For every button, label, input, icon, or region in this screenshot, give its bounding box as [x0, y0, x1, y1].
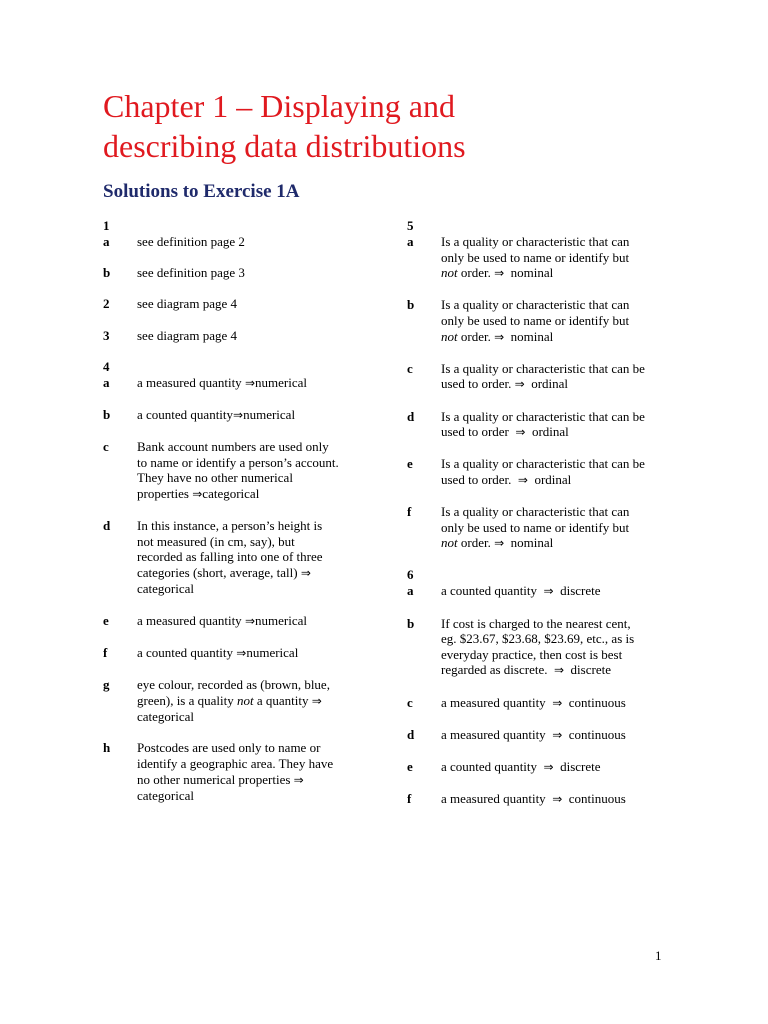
- answer-5e: [407, 456, 677, 488]
- answer-label: e: [407, 759, 413, 774]
- implies-arrow-icon: ⇒: [514, 377, 525, 392]
- answer-label: d: [407, 726, 415, 742]
- answer-label: c: [407, 694, 413, 710]
- answer-6b: [407, 616, 677, 679]
- implies-arrow-icon: ⇒: [494, 536, 505, 551]
- answer-label: h: [103, 740, 111, 756]
- answer-text: a measured quantity ⇒ continuous: [441, 694, 626, 710]
- answer-2: [103, 296, 363, 312]
- implies-arrow-icon: ⇒: [552, 727, 563, 742]
- answer-label: c: [103, 439, 109, 455]
- answer-text: Is a quality or characteristic that can be used to order. ⇒ ordinal: [441, 456, 645, 487]
- chapter-title: [103, 86, 703, 166]
- answer-label: e: [407, 456, 413, 472]
- answer-6f: [407, 791, 677, 808]
- answer-4c: [103, 439, 363, 502]
- answer-text: see diagram page 4: [137, 296, 237, 312]
- answer-text: a counted quantity ⇒numerical: [137, 644, 299, 660]
- chapter-title-line-1: Chapter 1 – Displaying and: [103, 88, 455, 124]
- answer-3: [103, 328, 363, 344]
- answer-text: Is a quality or characteristic that can only be used to name or identify but not order. ⇒ nominal: [441, 234, 630, 281]
- answer-text: a counted quantity ⇒ discrete: [441, 759, 601, 774]
- answer-text: a measured quantity ⇒ continuous: [441, 726, 626, 742]
- answer-5b: [407, 297, 677, 345]
- answer-4g: [103, 677, 363, 725]
- answer-label: f: [103, 644, 108, 660]
- answer-label: b: [407, 615, 415, 631]
- answer-text: see definition page 2: [137, 234, 245, 249]
- answer-label: d: [103, 518, 111, 534]
- section-subtitle: Solutions to Exercise 1A: [103, 181, 300, 202]
- answer-label: c: [407, 360, 413, 376]
- answer-1b: [103, 265, 363, 281]
- answer-5c: [407, 361, 677, 393]
- question-number-4: 4: [103, 358, 110, 374]
- answer-6a: [407, 583, 677, 600]
- answer-4b: [103, 407, 363, 424]
- answer-5a: [407, 234, 677, 282]
- question-number-6: 6: [407, 567, 414, 583]
- implies-arrow-icon: ⇒: [543, 760, 554, 774]
- answer-label: b: [103, 406, 111, 422]
- answer-text: Bank account numbers are used only to name or identify a person’s account. They have no other numerical properties ⇒categorical: [137, 439, 339, 501]
- answer-6e: [407, 759, 677, 776]
- answer-text: a counted quantity⇒numerical: [137, 406, 296, 422]
- implies-arrow-icon: ⇒: [293, 772, 304, 787]
- implies-arrow-icon: ⇒: [552, 792, 563, 807]
- answer-text: eye colour, recorded as (brown, blue, green), is a quality not a quantity ⇒ categorical: [137, 677, 330, 725]
- answer-label: f: [407, 791, 412, 807]
- question-number-5: 5: [407, 218, 414, 233]
- implies-arrow-icon: ⇒: [300, 565, 311, 580]
- answer-label: g: [103, 677, 110, 693]
- implies-arrow-icon: ⇒: [553, 663, 565, 678]
- implies-arrow-icon: ⇒: [236, 645, 247, 660]
- answer-4f: [103, 645, 363, 662]
- implies-arrow-icon: ⇒: [494, 266, 505, 281]
- answer-label: b: [407, 297, 415, 313]
- question-number-3: 3: [103, 327, 110, 343]
- answer-4h: [103, 740, 363, 803]
- answer-4d: [103, 518, 363, 597]
- answer-text: see diagram page 4: [137, 327, 237, 343]
- answer-text: a measured quantity ⇒numerical: [137, 374, 307, 390]
- answer-text: Is a quality or characteristic that can only be used to name or identify but not order. ⇒ nominal: [441, 297, 630, 344]
- answer-label: e: [103, 612, 109, 628]
- answer-1a: [103, 234, 363, 250]
- answer-5f: [407, 504, 677, 552]
- implies-arrow-icon: ⇒: [494, 329, 505, 344]
- answer-6c: [407, 695, 677, 712]
- question-number-2: 2: [103, 296, 110, 312]
- answer-text: If cost is charged to the nearest cent, eg. $23.67, $23.68, $23.69, etc., as is everyday practice, then cost is best regarded as discrete. ⇒ discrete: [441, 615, 635, 678]
- answer-text: Postcodes are used only to name or identify a geographic area. They have no other numerical properties ⇒ categorical: [137, 740, 334, 804]
- implies-arrow-icon: ⇒: [515, 425, 526, 440]
- implies-arrow-icon: ⇒: [543, 584, 554, 599]
- left-column: [103, 218, 363, 804]
- implies-arrow-icon: ⇒: [192, 486, 203, 501]
- chapter-title-line-2: describing data distributions: [103, 128, 466, 164]
- answer-label: a: [407, 234, 414, 249]
- answer-4a: [103, 375, 363, 392]
- implies-arrow-icon: ⇒: [517, 472, 528, 487]
- page-number: 1: [655, 948, 662, 963]
- answer-label: d: [407, 408, 415, 424]
- answer-label: a: [103, 374, 110, 390]
- implies-arrow-icon: ⇒: [244, 375, 255, 390]
- implies-arrow-icon: ⇒: [244, 613, 255, 628]
- answer-text: Is a quality or characteristic that can be used to order. ⇒ ordinal: [441, 360, 645, 392]
- answer-text: see definition page 3: [137, 265, 245, 281]
- implies-arrow-icon: ⇒: [311, 693, 322, 708]
- answer-label: a: [103, 234, 110, 249]
- answer-text: Is a quality or characteristic that can be used to order ⇒ ordinal: [441, 408, 645, 440]
- answer-text: a counted quantity ⇒ discrete: [441, 583, 601, 599]
- question-number-1: 1: [103, 218, 110, 233]
- implies-arrow-icon: ⇒: [233, 407, 244, 422]
- answer-label: b: [103, 265, 111, 281]
- answer-5d: [407, 409, 677, 441]
- right-column: [407, 218, 677, 808]
- answer-text: In this instance, a person’s height is not measured (in cm, say), but recorded as falling into one of three categories (short, average, tall) ⇒ categorical: [137, 518, 323, 597]
- answer-6d: [407, 727, 677, 744]
- answer-text: a measured quantity ⇒ continuous: [441, 791, 626, 807]
- answer-text: a measured quantity ⇒numerical: [137, 612, 307, 628]
- answer-4e: [103, 613, 363, 630]
- implies-arrow-icon: ⇒: [552, 695, 563, 710]
- answer-label: a: [407, 583, 414, 599]
- answer-text: Is a quality or characteristic that can only be used to name or identify but not order. ⇒ nominal: [441, 504, 630, 551]
- answer-label: f: [407, 504, 412, 520]
